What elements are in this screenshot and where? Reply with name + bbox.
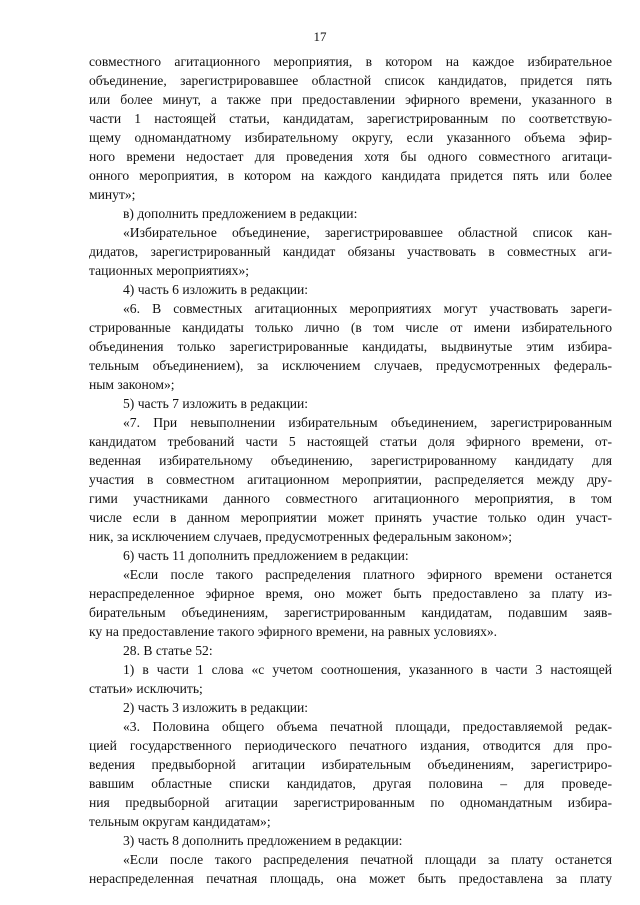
text-line: ного времени недостает для проведения хотя бы одного совместного агитаци- — [89, 149, 612, 164]
text-line: «Избирательное объединение, зарегистрировавшее областной список кан- — [123, 225, 612, 240]
text-line: ку на предоставление такого эфирного времени, на равных условиях». — [89, 624, 498, 639]
text-line: 28. В статье 52: — [123, 643, 213, 658]
text-line: «Если после такого распределения печатной площади за плату останется — [123, 852, 612, 867]
text-line: 5) часть 7 изложить в редакции: — [123, 396, 309, 411]
text-line: онного мероприятия, в котором на каждого кандидата придется пять или более — [89, 168, 612, 183]
text-line: статьи» исключить; — [89, 681, 203, 696]
text-line: бирательным объединениям, зарегистрированным кандидатам, подавшим заяв- — [89, 605, 612, 620]
text-line: ным законом»; — [89, 377, 175, 392]
text-line: дидатов, зарегистрированный кандидат обязаны участвовать в совместных аги- — [89, 244, 612, 259]
text-line: или более минут, а также при предоставлении эфирного времени, указанного в — [89, 92, 612, 107]
text-line: веденная избирательному объединению, зарегистрированному кандидату для — [89, 453, 612, 468]
text-line: ния предвыборной агитации зарегистрированным по одномандатным избира- — [89, 795, 612, 810]
text-line: объединение, зарегистрировавшее областной список кандидатов, придется пять — [89, 73, 612, 88]
text-line: в) дополнить предложением в редакции: — [123, 206, 358, 221]
text-line: гими участниками данного совместного агитационного мероприятия, в том — [89, 491, 612, 506]
text-line: кандидатом требований части 5 настоящей статьи доля эфирного времени, от- — [89, 434, 612, 449]
text-line: тельным округам кандидатам»; — [89, 814, 271, 829]
text-line: «Если после такого распределения платного эфирного времени останется — [123, 567, 612, 582]
text-line: 2) часть 3 изложить в редакции: — [123, 700, 309, 715]
text-line: тельным объединением), за исключением случаев, предусмотренных федераль- — [89, 358, 612, 373]
text-line: «7. При невыполнении избирательным объединением, зарегистрированным — [123, 415, 612, 430]
text-line: ведения предвыборной агитации избирательным объединениям, зарегистриро- — [89, 757, 612, 772]
text-line: 6) часть 11 дополнить предложением в редакции: — [123, 548, 409, 563]
text-line: минут»; — [89, 187, 136, 202]
text-line: числе если в данном мероприятии может принять участие только один участ- — [89, 510, 612, 525]
text-line: объединения только зарегистрированные кандидаты, выдвинутые этим избира- — [89, 339, 612, 354]
document-body — [89, 52, 612, 888]
text-line: «3. Половина общего объема печатной площади, предоставляемой редак- — [123, 719, 612, 734]
page-number: 17 — [313, 29, 327, 44]
text-line: тационных мероприятиях»; — [89, 263, 250, 278]
text-line: «6. В совместных агитационных мероприятиях могут участвовать зареги- — [123, 301, 612, 316]
text-line: совместного агитационного мероприятия, в котором на каждое избирательное — [89, 54, 612, 69]
text-line: части 1 настоящей статьи, кандидатам, зарегистрированным по соответствую- — [89, 111, 612, 126]
text-line: цией государственного периодического печатного издания, отводится для про- — [89, 738, 612, 753]
text-line: 4) часть 6 изложить в редакции: — [123, 282, 309, 297]
text-line: стрированные кандидаты только лично (в том числе от имени избирательного — [89, 320, 612, 335]
text-line: ник, за исключением случаев, предусмотренных федеральным законом»; — [89, 529, 513, 544]
text-line: вавшим областные списки кандидатов, другая половина – для проведе- — [89, 776, 612, 791]
text-line: нераспределенная печатная площадь, она может быть предоставлена за плату — [89, 871, 612, 886]
text-line: участия в совместном агитационном мероприятии, распределяется между дру- — [89, 472, 612, 487]
text-line: щему одномандатному избирательному округу, если указанного объема эфир- — [89, 130, 612, 145]
text-line: нераспределенное эфирное время, оно может быть предоставлено за плату из- — [89, 586, 612, 601]
text-line: 1) в части 1 слова «с учетом соотношения, указанного в части 3 настоящей — [123, 662, 612, 677]
text-line: 3) часть 8 дополнить предложением в редакции: — [123, 833, 403, 848]
